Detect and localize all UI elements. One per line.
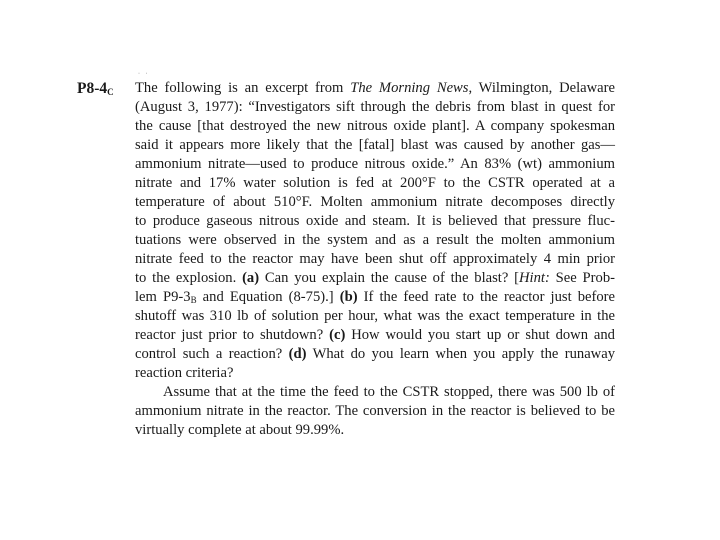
text-line [135,383,615,402]
text-line [135,269,615,288]
part-label: (d) [288,346,307,362]
text-segment: temperature of about 510°F. Molten ammonium nitrate decomposes directly [135,194,615,210]
text-line [135,98,615,117]
part-label: (a) [242,270,260,286]
text-segment: lem P9-3 [135,289,191,305]
text-segment: , Wilmington, Delaware [468,80,616,96]
text-segment: to the explosion. [135,270,243,286]
italic-text: Hint: [519,270,550,286]
part-label: (c) [329,327,346,343]
text-line [135,79,615,98]
text-segment: tuations were observed in the system and as a result the molten ammonium [135,232,615,248]
text-segment: ammonium nitrate in the reactor. The conversion in the reactor is believed to be [135,403,615,419]
text-segment: reaction criteria? [135,365,234,381]
problem-number-main: P8-4 [77,80,108,97]
text-line [135,250,615,269]
text-line [135,345,615,364]
text-segment: Assume that at the time the feed to the CSTR stopped, there was 500 lb of [163,384,615,400]
problem-statement [135,79,615,440]
text-segment: How would you start up or shut down and [345,327,615,343]
text-line [135,364,615,383]
text-line [135,421,615,440]
text-segment: Can you explain the cause of the blast? [ [259,270,520,286]
text-line [135,136,615,155]
text-line [135,155,615,174]
text-line [135,288,615,307]
text-segment: shutoff was 310 lb of solution per hour, what was the exact temperature in the [135,308,615,324]
part-label: (b) [339,289,358,305]
text-line [135,307,615,326]
problem-number-subscript: C [107,87,114,97]
text-segment: virtually complete at about 99.99%. [135,422,345,438]
stray-mark: · · [138,71,150,77]
text-segment: nitrate and 17% water solution is fed at 200°F to the CSTR operated at a [135,175,615,191]
text-segment: ammonium nitrate—used to produce nitrous oxide.” An 83% (wt) ammonium [135,156,615,172]
text-line [135,212,615,231]
text-segment: reactor just prior to shutdown? [135,327,330,343]
subscript: B [190,295,197,305]
text-segment: the cause [that destroyed the new nitrous oxide plant]. A company spokesman [135,118,615,134]
text-segment: and Equation (8-75).] [196,289,340,305]
text-line [135,193,615,212]
text-line [135,326,615,345]
text-line [135,117,615,136]
text-line [135,402,615,421]
italic-text: The Morning News [350,80,469,96]
text-segment: What do you learn when you apply the runaway [306,346,615,362]
text-segment: nitrate feed to the reactor may have been shut off approximately 4 min prior [135,251,615,267]
text-segment: If the feed rate to the reactor just before [357,289,616,305]
text-line [135,231,615,250]
text-line [135,174,615,193]
text-segment: control such a reaction? [135,346,289,362]
text-segment: See Prob- [549,270,615,286]
text-segment: The following is an excerpt from [135,80,351,96]
text-segment: said it appears more likely that the [fatal] blast was caused by another gas— [135,137,615,153]
text-segment: to produce gaseous nitrous oxide and steam. It is believed that pressure fluc- [135,213,615,229]
problem-number [77,79,114,102]
text-segment: (August 3, 1977): “Investigators sift through the debris from blast in quest for [135,99,615,115]
